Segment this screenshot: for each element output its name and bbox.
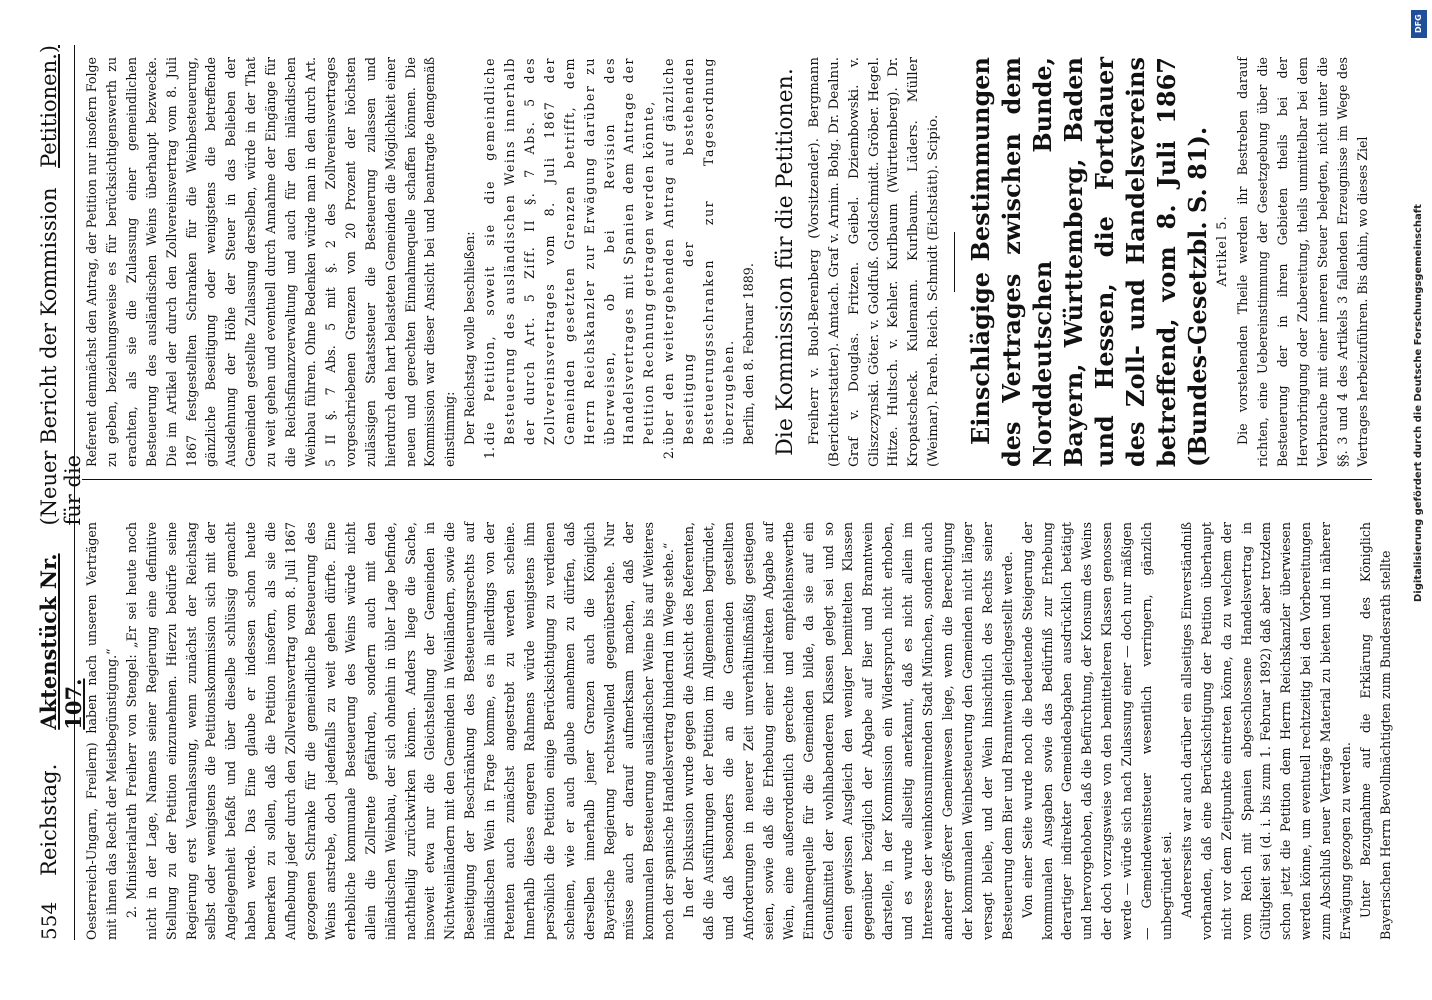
paragraph: In der Diskussion wurde gegen die Ansicht des Referenten, daß die Ausführungen der Petition im Allgemeinen begründet, und daß besonders die an die Gemeinden gestellten Anforderungen in neuerer Zeit unverhältnißmäßig gestiegen seien, sowie daß die Erhebung einer indirekten Abgabe auf Wein, eine außerordentlich gerechte und empfehlenswerthe Einnahmequelle für die Gemeinden bilde, da sie auf ein Genußmittel der wohlhabenderen Klassen gelegt sei und so einen gewissen Ausgleich den weniger bemittelten Klassen gegenüber bezüglich der Abgabe auf Bier und Branntwein darstelle, in der Kommission ein Widerspruch nicht erhoben, und es wurde allseitig anerkannt, daß es nicht allein im Interesse der weinkonsumirenden Stadt München, sondern auch anderer größerer Gemeinwesen liege, wenn die Berechtigung der kommunalen Weinbesteuerung den Gemeinden nicht länger versagt bleibe, und der Wein hinsichtlich des Rechts seiner Besteuerung dem Bier und Branntwein gleichgestellt werde. xyxy=(681,522,1015,940)
article-heading: Artikel 5. xyxy=(1215,215,1231,287)
resolution-intro: Der Reichstag wolle beschließen: xyxy=(462,231,478,445)
dfg-logo: DFG xyxy=(1411,10,1427,38)
resolution-item xyxy=(480,57,659,459)
commission-members: Freiherr v. Buol-Berenberg (Vorsitzender). Bergmann (Berichterstatter). Amtach. Graf v. Arnim. Bohg. Dr. Dealnu. Graf v. Douglas. Fritzen. Geibel. Dziembowski. v. Gliszczynski. Göter. v. Goldfuß. Goldschmidt. Gröber. Hegel. Hitze. Hultsch. v. Kehler. Kurlbaum (Württemberg). Dr. Kropatscheck. Kulemann. Kurlbaum. Lüders. Müller (Weimar). Pareh. Reich. Schmidt (Eichstätt). Scipio. xyxy=(806,57,942,467)
resolution-item-number: 1. xyxy=(482,446,498,459)
dateline: Berlin, den 8. Februar 1889. xyxy=(740,263,756,445)
paragraph: 2. Ministerialrath Freiherr von Stengel: „Er sei heute noch nicht in der Lage, Namens seiner Regierung eine definitive Stellung zu der Petition einzunehmen. Hierzu bedürfe seine Regierung erst Veranlassung, wenn zunächst der Reichstag selbst oder wenigstens die Petitionskommission sich mit der Angelegenheit befaßt und über dieselbe schlüssig gemacht haben werde. Das Eine glaube er indessen schon heute bemerken zu sollen, daß die Petition insofern, als sie die Aufhebung jeder durch den Zollvereinsvertrag vom 8. Juli 1867 gezogenen Schranke für die gemeindliche Besteuerung des Weins anstrebe, doch jedenfalls zu weit gehen dürfte. Eine erhebliche kommunale Besteuerung des Weins würde nicht allein die Zollrente gefährden, sondern auch mit den inländischen Weinbau, der sich ohnehin in übler Lage befinde, nachtheilig zurückwirken können. Anders liege die Sache, insoweit etwa nur die Gleichstellung der Gemeinden in Nichtweinländern mit den Gemeinden in Weinländern, sowie die Beseitigung der Beschränkung des Besteuerungsrechts auf inländischen Wein in Frage komme, es in allerdings von der Petenten auch zunächst angestrebt zu werden scheine. Innerhalb dieses engeren Rahmens würde wenigstens ihm persönlich die Petition einige Berücksichtigung zu verdienen scheinen, wie er auch glaube annehmen zu dürfen, daß derselben innerhalb jener Grenzen auch die Königlich Bayerische Regierung rechtswollend gegenüberstehe. Nur müsse auch er darauf aufmerksam machen, daß der kommunalen Besteuerung ausländischer Weine bis auf Weiteres noch der spanische Handelsvertrag hindernd im Wege stehe.“ xyxy=(123,522,677,940)
commission-title: Die Kommission für die Petitionen. xyxy=(772,68,798,456)
resolution-item-text: über den weitergehenden Antrag auf gänzliche Beseitigung der bestehenden Besteuerungsschranken zur Tagesordnung überzugehen. xyxy=(661,57,736,445)
resolution-item-text: die Petition, soweit sie die gemeindliche Besteuerung des ausländischen Weins innerhalb der durch Art. 5 Ziff. II §. 7 Abs. 5 des Zollvereinsvertrages vom 8. Juli 1867 der Gemeinden gesetzten Grenzen betrifft, dem Herrn Reichskanzler zur Erwägung darüber zu überweisen, ob bei Revision des Handelsvertrages mit Spanien dem Antrage der Petition Rechnung getragen werden könnte, xyxy=(482,57,657,445)
article-text: Die vorstehenden Theile werden ihr Bestreben darauf richten, eine Uebereinstimmung der Gesetzgebung über die Besteuerung der in ihren Gebieten theils bei der Hervorbringung oder Zubereitung, theils unmittelbar bei dem Verbrauche mit einer inneren Steuer belegten, nicht unter die §§. 3 und 4 des Artikels 3 fallenden Erzeugnisse im Wege des Vertrages herbeizuführen. Bis dahin, wo dieses Ziel xyxy=(1235,57,1370,467)
digitization-note xyxy=(1411,6,1425,996)
header-aktenstueck: Aktenstück Nr. 107. xyxy=(36,553,86,730)
right-column xyxy=(82,57,1372,480)
digitization-credit: Digitalisierung gefördert durch die Deutsche Forschungsgemeinschaft xyxy=(1413,204,1424,602)
paragraph: Von einer Seite wurde noch die bedeutende Steigerung der kommunalen Ausgaben sowie das Bedürfniß zur Erhebung derartiger indirekter Gemeindeabgaben ausdrücklich betätigt und hervorgehoben, daß die Befürchtung, der Konsum des Weins der doch vorzugsweise von den bemittelteren Klassen genossen werde — würde sich nach Zulassung einer — doch nur mäßigen — Gemeindeweinsteuer wesentlich verringern, gänzlich unbegründet sei. xyxy=(1019,522,1174,940)
resolution-item xyxy=(659,57,739,459)
law-title: Einschlägige Bestimmungen des Vertrages zwischen dem Norddeutschen Bunde, Bayern, Württemberg, Baden und Hessen, die Fortdauer des Zoll- und Handelsvereins betreffend, vom 8. Juli 1867 (Bundes-Gesetzbl. S. 81). xyxy=(966,57,1213,467)
paragraph: Oesterreich-Ungarn, Freilern) haben nach unseren Verträgen mit ihnen das Recht der Meistbegünstigung.“ xyxy=(84,522,119,940)
left-column xyxy=(82,522,1393,940)
header-petitionen: Petitionen.) xyxy=(37,45,61,168)
header-reichstag: Reichstag. xyxy=(37,763,61,876)
section-divider xyxy=(954,232,955,292)
paragraph: Referent demnächst den Antrag, der Petition nur insofern Folge zu geben, beziehungsweise es für berücksichtigenswerth zu erachten, als sie die Zulassung einer gemeindlichen Besteuerung des ausländischen Weins überhaupt bezwecke. Die im Artikel der durch den Zollvereinsvertrag vom 8. Juli 1867 festgestellten Schranken für die Weinbesteuerung, gänzliche Beseitigung oder wenigstens die betreffende Ausdehnung der Höhe der Steuer in das Belieben der Gemeinden gestellte Zulassung derselben, würde in der That zu weit gehen und eventuell durch Annahme der Eingänge für die Reichsfinanzverwaltung und auch für den inländischen Weinbau führen. Ohne Bedenken würde man in den durch Art. 5 II §. 7 Abs. 5 mit §. 2 des Zollvereinsvertrages vorgeschriebenen Grenzen von 20 Prozent der höchsten zulässigen Staatssteuer die Besteuerung zulassen und hierdurch den hart belasteten Gemeinden die Möglichkeit einer neuen und gerechten Einnahmequelle schaffen können. Die Kommission war dieser Ansicht bei und beantragte demgemäß einstimmig: xyxy=(84,57,458,467)
resolution-item-number: 2. xyxy=(661,446,677,459)
page-header xyxy=(36,45,86,940)
page-number: 554 xyxy=(37,901,61,940)
paragraph: Andererseits war auch darüber ein allseitiges Einverständniß vorhanden, daß eine Berücksichtigung der Petition überhaupt nicht vor dem Zeitpunkte eintreten könne, da zu welchem der vom Reich mit Spanien abgeschlossene Handelsvertrag in Gültigkeit sei (d. i. bis zum 1. Februar 1892) daß aber trotzdem schon jetzt die Petition dem Herrn Reichskanzler überwiesen werden könne, um eventuell rechtzeitig bei den Vorbereitungen zum Abschluß neuer Verträge Material zu bieten und in näherer Erwägung gezogen zu werden. xyxy=(1178,522,1354,940)
header-subtitle: (Neuer Bericht der Kommission für die xyxy=(37,187,85,526)
paragraph: Unter Bezugnahme auf die Erklärung des Königlich Bayerischen Herrn Bevollmächtigten zum Bundesrath stellte xyxy=(1358,522,1393,940)
